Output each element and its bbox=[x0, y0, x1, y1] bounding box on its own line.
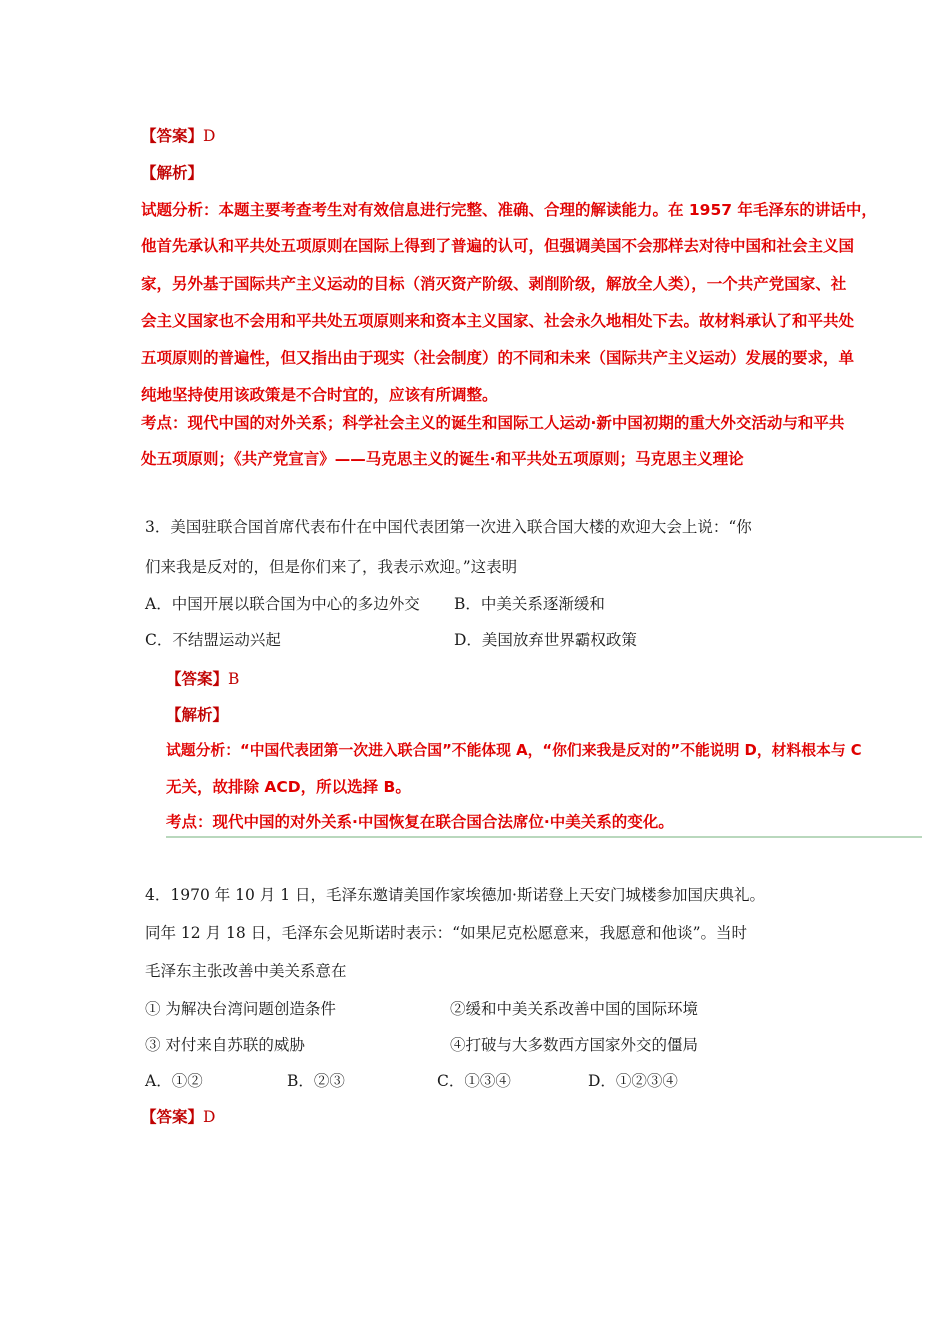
analysis-text-line: 会主义国家也不会用和平共处五项原则来和资本主义国家、社会永久地相处下去。故材料承认了和平共处 bbox=[141, 312, 855, 330]
q4-item-1: ① 为解决台湾问题创造条件 bbox=[145, 1000, 336, 1018]
q3-stem-line: 3．美国驻联合国首席代表布什在中国代表团第一次进入联合国大楼的欢迎大会上说：“你 bbox=[145, 518, 752, 536]
q4-option-a: A．①② bbox=[145, 1072, 203, 1090]
q4-item-2: ②缓和中美关系改善中国的国际环境 bbox=[450, 1000, 699, 1018]
answer-line-1 bbox=[141, 126, 215, 146]
analysis-text-line: 五项原则的普遍性，但又指出由于现实（社会制度）的不同和未来（国际共产主义运动）发展的要求，单 bbox=[141, 349, 855, 367]
q3-stem-line: 们来我是反对的，但是你们来了，我表示欢迎。”这表明 bbox=[145, 558, 518, 576]
q4-option-d: D．①②③④ bbox=[588, 1072, 678, 1090]
q4-item-4: ④打破与大多数西方国家外交的僵局 bbox=[450, 1036, 699, 1054]
section-divider bbox=[166, 836, 922, 838]
q3-option-c: C．不结盟运动兴起 bbox=[145, 631, 281, 649]
knowledge-point-line: 考点：现代中国的对外关系·中国恢复在联合国合法席位·中美关系的变化。 bbox=[166, 813, 674, 831]
answer-value: D bbox=[203, 127, 216, 145]
knowledge-point-line: 考点：现代中国的对外关系；科学社会主义的诞生和国际工人运动·新中国初期的重大外交活动与和平共 bbox=[141, 414, 845, 432]
answer-tag: 【答案】 bbox=[141, 127, 204, 145]
analysis-text-line: 试题分析：“中国代表团第一次进入联合国”不能体现 A，“你们来我是反对的”不能说明 D，材料根本与 C bbox=[166, 742, 862, 759]
q4-stem-line: 4．1970 年 10 月 1 日，毛泽东邀请美国作家埃德加·斯诺登上天安门城楼参加国庆典礼。 bbox=[145, 886, 765, 904]
answer-tag: 【答案】 bbox=[141, 1108, 204, 1126]
analysis-heading-1 bbox=[141, 163, 203, 183]
answer-tag: 【答案】 bbox=[166, 670, 229, 688]
analysis-text-line: 无关，故排除 ACD，所以选择 B。 bbox=[166, 778, 411, 796]
q4-item-3: ③ 对付来自苏联的威胁 bbox=[145, 1036, 305, 1054]
q4-option-b: B．②③ bbox=[287, 1072, 345, 1090]
analysis-text-line: 试题分析：本题主要考查考生对有效信息进行完整、准确、合理的解读能力。在 1957 年毛泽东的讲话中， bbox=[141, 201, 877, 219]
q4-stem-line: 毛泽东主张改善中美关系意在 bbox=[145, 962, 347, 980]
q3-answer-line bbox=[166, 669, 239, 689]
q4-answer-line bbox=[141, 1107, 215, 1127]
analysis-tag: 【解析】 bbox=[141, 164, 204, 182]
analysis-text-line: 他首先承认和平共处五项原则在国际上得到了普遍的认可，但强调美国不会那样去对待中国和社会主义国 bbox=[141, 237, 855, 255]
answer-value: B bbox=[228, 670, 240, 688]
analysis-text-line: 家，另外基于国际共产主义运动的目标（消灭资产阶级、剥削阶级，解放全人类），一个共产党国家、社 bbox=[141, 275, 847, 293]
answer-value: D bbox=[203, 1108, 216, 1126]
analysis-tag: 【解析】 bbox=[166, 706, 229, 724]
analysis-text-line: 纯地坚持使用该政策是不合时宜的，应该有所调整。 bbox=[141, 386, 498, 404]
knowledge-point-line: 处五项原则；《共产党宣言》——马克思主义的诞生·和平共处五项原则；马克思主义理论 bbox=[141, 450, 744, 468]
q3-option-b: B．中美关系逐渐缓和 bbox=[454, 595, 605, 613]
q4-option-c: C．①③④ bbox=[437, 1072, 511, 1090]
q3-option-a: A．中国开展以联合国为中心的多边外交 bbox=[145, 595, 420, 613]
q4-stem-line: 同年 12 月 18 日，毛泽东会见斯诺时表示：“如果尼克松愿意来，我愿意和他谈”。当时 bbox=[145, 924, 748, 942]
q3-analysis-heading bbox=[166, 705, 228, 725]
q3-option-d: D．美国放弃世界霸权政策 bbox=[454, 631, 637, 649]
